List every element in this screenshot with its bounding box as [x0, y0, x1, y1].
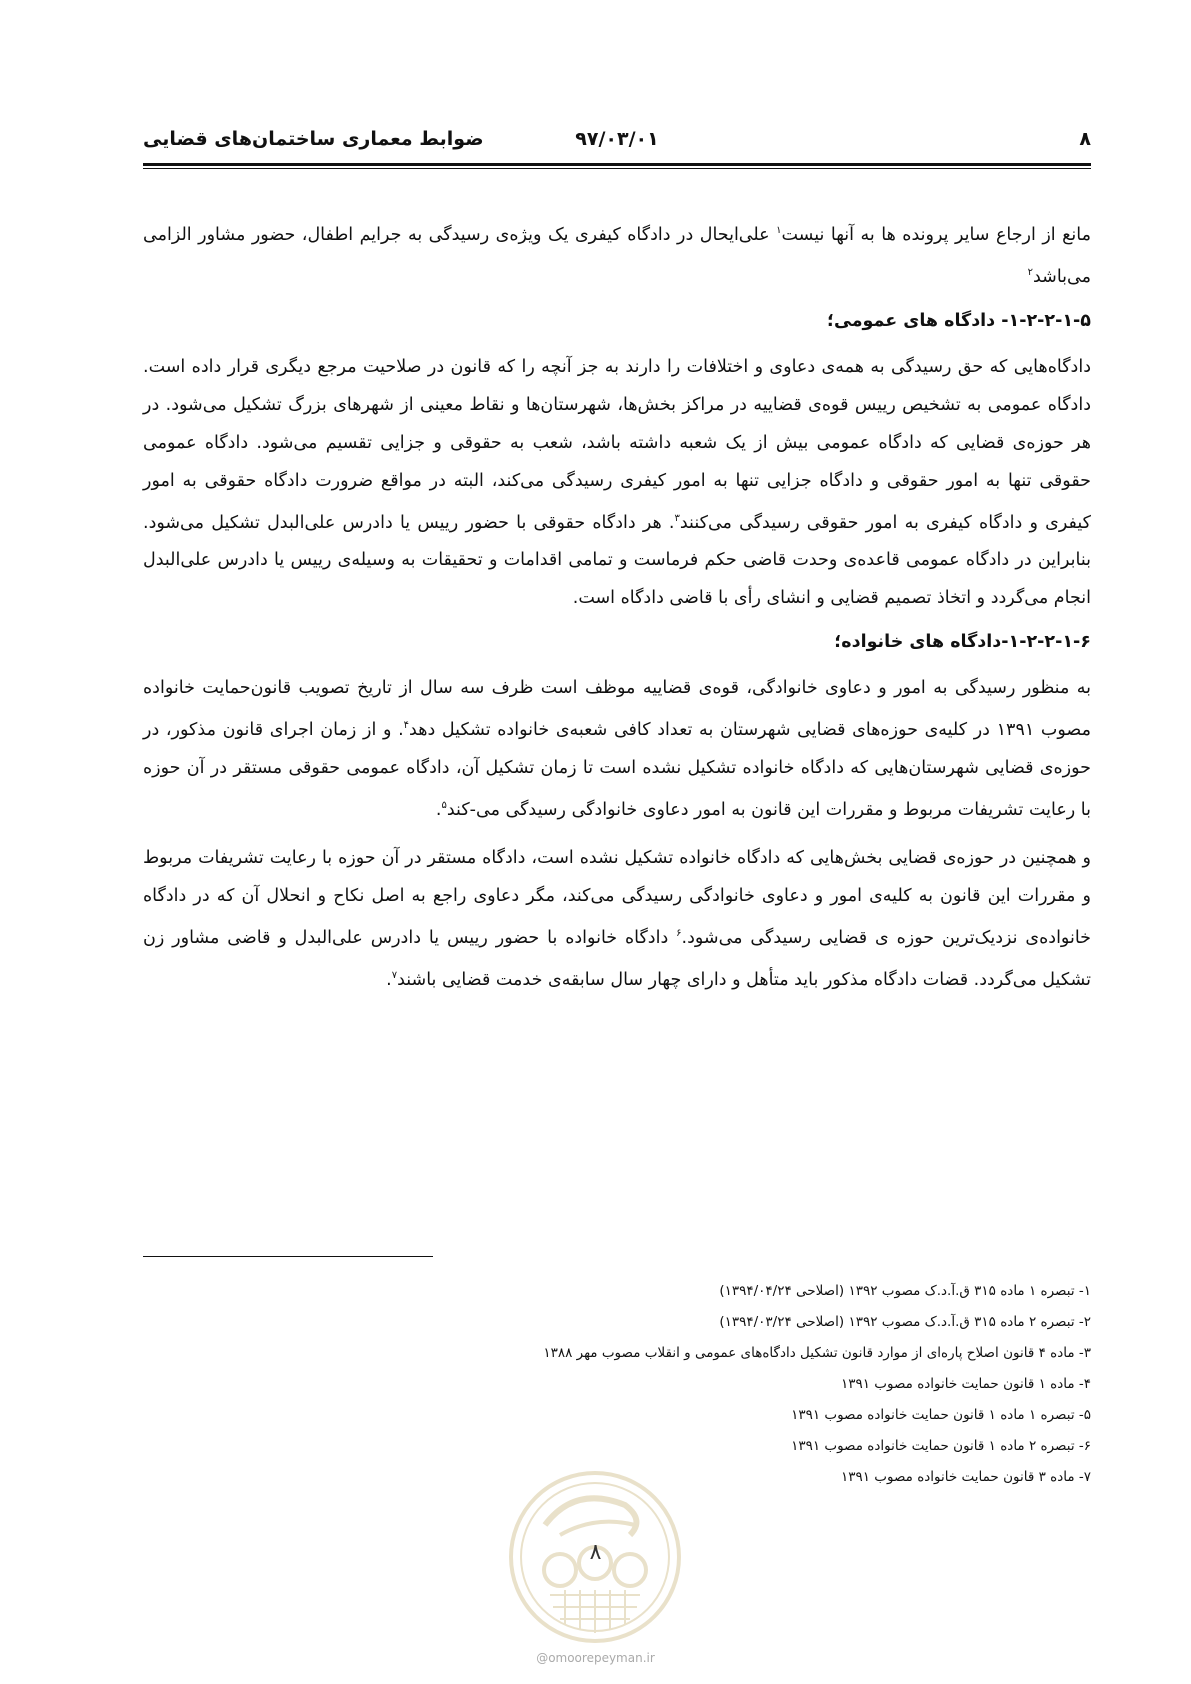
footnote-item: ۷- ماده ۳ قانون حمایت خانواده مصوب ۱۳۹۱ — [840, 1469, 1091, 1485]
footnote-item: ۵- تبصره ۱ ماده ۱ قانون حمایت خانواده مصوب ۱۳۹۱ — [791, 1407, 1091, 1423]
paragraph: به منظور رسیدگی به امور و دعاوی خانوادگی، قوه‌ی قضاییه موظف است ظرف سه سال از تاریخ تصویب قانون‌حمایت خانواده مصوب ۱۳۹۱ در کلیه‌ی حوزه‌های قضایی شهرستان به تعداد کافی شعبه‌ی خانواده تشکیل دهد$^۴$. و از زمان اجرای قانون مذکور، در حوزه‌ی قضایی شهرستان‌هایی که دادگاه خانواده تشکیل نشده است تا زمان تشکیل آن، دادگاه عمومی حقوقی مستقر در آن حوزه با رعایت تشریفات مربوط و مقررات این قانون به امور دعاوی خانوادگی رسیدگی می-کند$^۵$. — [143, 678, 1091, 821]
footnote-item: ۶- تبصره ۲ ماده ۱ قانون حمایت خانواده مصوب ۱۳۹۱ — [791, 1438, 1091, 1454]
paragraph-text: و همچنین در حوزه‌ی قضایی بخش‌هایی که دادگاه خانواده تشکیل نشده است، دادگاه مستقر در آن حوزه با رعایت تشریفات مربوط و مقررات این قانون به کلیه‌ی امور و دعاوی خانوادگی رسیدگی می‌کند، مگر دعاوی راجع به اصل نکاح و انحلال آن که در دادگاه خانواده‌ی نزدیک‌ترین حوزه ی قضایی رسیدگی می‌شود. — [143, 848, 1091, 948]
paragraph-text: دادگاه خانواده با حضور رییس یا دادرس علی‌البدل و قاضی مشاور زن تشکیل می‌گردد. قضات دادگاه مذکور باید متأهل و دارای چهار سال سابقه‌ی خدمت قضایی باشند — [143, 927, 1091, 990]
footnote-ref[interactable]: ۴ — [403, 720, 410, 732]
paragraph-text: مانع از ارجاع سایر پرونده ها به آنها نیست — [781, 224, 1092, 245]
section-heading: ۱-۲-۲-۱-۶-دادگاه های خانواده؛ — [834, 632, 1091, 653]
section-heading: ۱-۲-۲-۱-۵- دادگاه های عمومی؛ — [827, 310, 1091, 331]
footnote-item: ۴- ماده ۱ قانون حمایت خانواده مصوب ۱۳۹۱ — [840, 1376, 1091, 1392]
footnotes — [143, 1276, 1091, 1493]
header-rule-thin — [143, 168, 1091, 169]
paragraph: و همچنین در حوزه‌ی قضایی بخش‌هایی که دادگاه خانواده تشکیل نشده است، دادگاه مستقر در آن حوزه با رعایت تشریفات مربوط و مقررات این قانون به کلیه‌ی امور و دعاوی خانوادگی رسیدگی می‌کند، مگر دعاوی راجع به اصل نکاح و انحلال آن که در دادگاه خانواده‌ی نزدیک‌ترین حوزه ی قضایی رسیدگی می‌شود.$^۶$ دادگاه خانواده با حضور رییس یا دادرس علی‌البدل و قاضی مشاور زن تشکیل می‌گردد. قضات دادگاه مذکور باید متأهل و دارای چهار سال سابقه‌ی خدمت قضایی باشند$^۷$. — [143, 848, 1091, 990]
footnote-ref[interactable]: ۱ — [776, 225, 782, 236]
paragraph-text: دادگاه‌هایی که حق رسیدگی به همه‌ی دعاوی و اختلافات را دارند به جز آنچه را که قانون در صلاحیت مرجع دیگری قرار داده است. دادگاه عمومی به تشخیص رییس قوه‌ی قضاییه در مراکز بخش‌ها، شهرستان‌ها و نقاط معینی از شهرهای بزرگ تشکیل می‌شود. در هر حوزه‌ی قضایی که دادگاه عمومی بیش از یک شعبه داشته باشد، شعب به حقوقی و جزایی تقسیم می‌شود. دادگاه عمومی حقوقی تنها به امور حقوقی و دادگاه جزایی تنها به امور کیفری رسیدگی می‌کند، البته در مواقع ضرورت دادگاه حقوقی به امور کیفری و دادگاه کیفری به امور حقوقی رسیدگی می‌کنند — [143, 356, 1091, 533]
footnote-ref[interactable]: ۶ — [676, 928, 682, 940]
paragraph — [143, 212, 1091, 296]
document-body — [143, 212, 1091, 1009]
footnote-separator — [143, 1256, 433, 1257]
footnote-item: ۲- تبصره ۲ ماده ۳۱۵ ق.آ.د.ک مصوب ۱۳۹۲ (اصلاحی ۱۳۹۴/۰۳/۲۴) — [719, 1314, 1091, 1330]
paragraph-text: علی‌ایحال در دادگاه کیفری یک ویژه‌ی رسیدگی به جرایم اطفال، حضور مشاور الزامی می‌باشد — [143, 224, 1091, 287]
footnote-ref[interactable]: ۷ — [391, 969, 398, 981]
footnote-ref[interactable]: ۵ — [441, 800, 447, 812]
footnote-item: ۱- تبصره ۱ ماده ۳۱۵ ق.آ.د.ک مصوب ۱۳۹۲ (اصلاحی ۱۳۹۴/۰۴/۲۴) — [719, 1283, 1091, 1299]
footnote-item: ۳- ماده ۴ قانون اصلاح پاره‌ای از موارد قانون تشکیل دادگاه‌های عمومی و انقلاب مصوب مهر ۱۳۸۸ — [543, 1345, 1091, 1361]
watermark-page-number: ۸ — [589, 1540, 602, 1565]
footnote-ref[interactable]: ۲ — [1027, 266, 1033, 278]
paragraph-text: به منظور رسیدگی به امور و دعاوی خانوادگی، قوه‌ی قضاییه موظف است ظرف سه سال از تاریخ تصویب قانون‌حمایت خانواده مصوب ۱۳۹۱ در کلیه‌ی حوزه‌های قضایی شهرستان به تعداد کافی شعبه‌ی خانواده تشکیل دهد — [143, 678, 1091, 741]
paragraph-text: . و از زمان اجرای قانون مذکور، در حوزه‌ی قضایی شهرستان‌هایی که دادگاه خانواده تشکیل نشده است تا زمان تشکیل آن، دادگاه عمومی حقوقی مستقر در آن حوزه با رعایت تشریفات مربوط و مقررات این قانون به امور دعاوی خانوادگی رسیدگی می-کند — [143, 720, 1091, 821]
paragraph — [143, 348, 1091, 618]
footnote-ref[interactable]: ۳ — [674, 512, 680, 524]
header-title: ضوابط معماری ساختمان‌های قضایی — [143, 128, 484, 150]
header-date: ۹۷/۰۳/۰۱ — [575, 128, 659, 150]
page-header — [143, 128, 1091, 158]
paragraph-text: . هر دادگاه حقوقی با حضور رییس یا دادرس علی‌البدل تشکیل می‌شود. بنابراین در دادگاه عمومی قاعده‌ی وحدت قاضی حکم فرماست و تمامی اقدامات و تحقیقات به وسیله‌ی رییس یا دادرس علی‌البدل انجام می‌گردد و اتخاذ تصمیم قضایی و انشای رأی با قاضی دادگاه است. — [143, 512, 1091, 609]
header-rule-thick — [143, 163, 1091, 166]
watermark-website[interactable]: @omoorepeyman.ir — [536, 1651, 655, 1665]
header-page-number: ۸ — [1079, 128, 1091, 150]
